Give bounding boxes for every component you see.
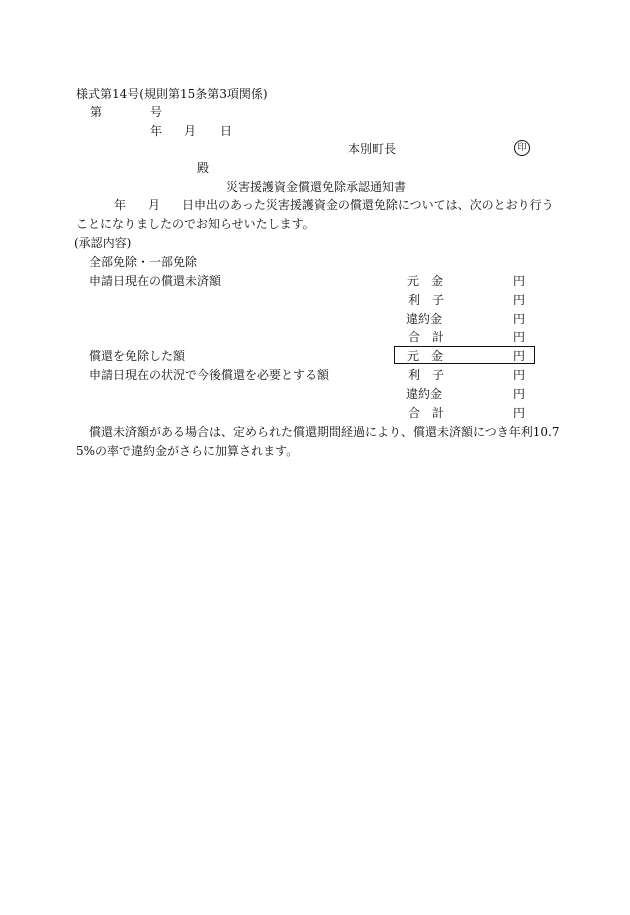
outstanding-total-yen: 円 <box>513 330 526 344</box>
outstanding-interest-label: 利 子 <box>408 293 445 307</box>
body-year: 年 <box>114 198 127 212</box>
future-total-yen: 円 <box>513 406 526 420</box>
outstanding-principal-label: 元 金 <box>407 274 444 288</box>
seal-icon: 印 <box>514 140 530 156</box>
outstanding-interest-yen: 円 <box>513 293 526 307</box>
future-label: 申請日現在の状況で今後償還を必要とする額 <box>89 368 330 382</box>
body-month: 月 <box>148 198 161 212</box>
issuer: 本別町長 <box>348 142 397 156</box>
outstanding-total-label: 合 計 <box>408 330 445 344</box>
future-interest-label: 利 子 <box>408 368 445 382</box>
body-line2: ことになりましたのでお知らせいたします。 <box>76 217 315 231</box>
number-suffix: 号 <box>150 105 163 119</box>
future-penalty-label: 違約金 <box>406 387 443 401</box>
future-total-label: 合 計 <box>408 406 445 420</box>
date-year: 年 <box>150 124 163 138</box>
addressee-suffix: 殿 <box>197 161 210 175</box>
outstanding-penalty-yen: 円 <box>513 312 526 326</box>
exempted-principal-label: 元 金 <box>407 349 444 363</box>
exempted-label: 償還を免除した額 <box>89 349 186 363</box>
number-prefix: 第 <box>90 105 103 119</box>
outstanding-label: 申請日現在の償還未済額 <box>89 274 222 288</box>
outstanding-penalty-label: 違約金 <box>406 312 443 326</box>
date-day: 日 <box>220 124 233 138</box>
form-number: 様式第14号(規則第15条第3項関係) <box>76 87 268 101</box>
future-interest-yen: 円 <box>513 368 526 382</box>
outstanding-principal-yen: 円 <box>513 274 526 288</box>
future-penalty-yen: 円 <box>513 387 526 401</box>
document-title: 災害援護資金償還免除承認通知書 <box>226 180 407 194</box>
date-month: 月 <box>184 124 197 138</box>
exemption-type: 全部免除・一部免除 <box>89 255 198 269</box>
note-line2: 5%の率で違約金がさらに加算されます。 <box>76 444 299 458</box>
body-line1: 日申出のあった災害援護資金の償還免除については、次のとおり行う <box>182 198 554 212</box>
exempted-principal-yen: 円 <box>513 349 526 363</box>
approval-heading: (承認内容) <box>74 236 132 250</box>
note-line1: 償還未済額がある場合は、定められた償還期間経過により、償還未済額につき年利10.7 <box>89 425 560 439</box>
